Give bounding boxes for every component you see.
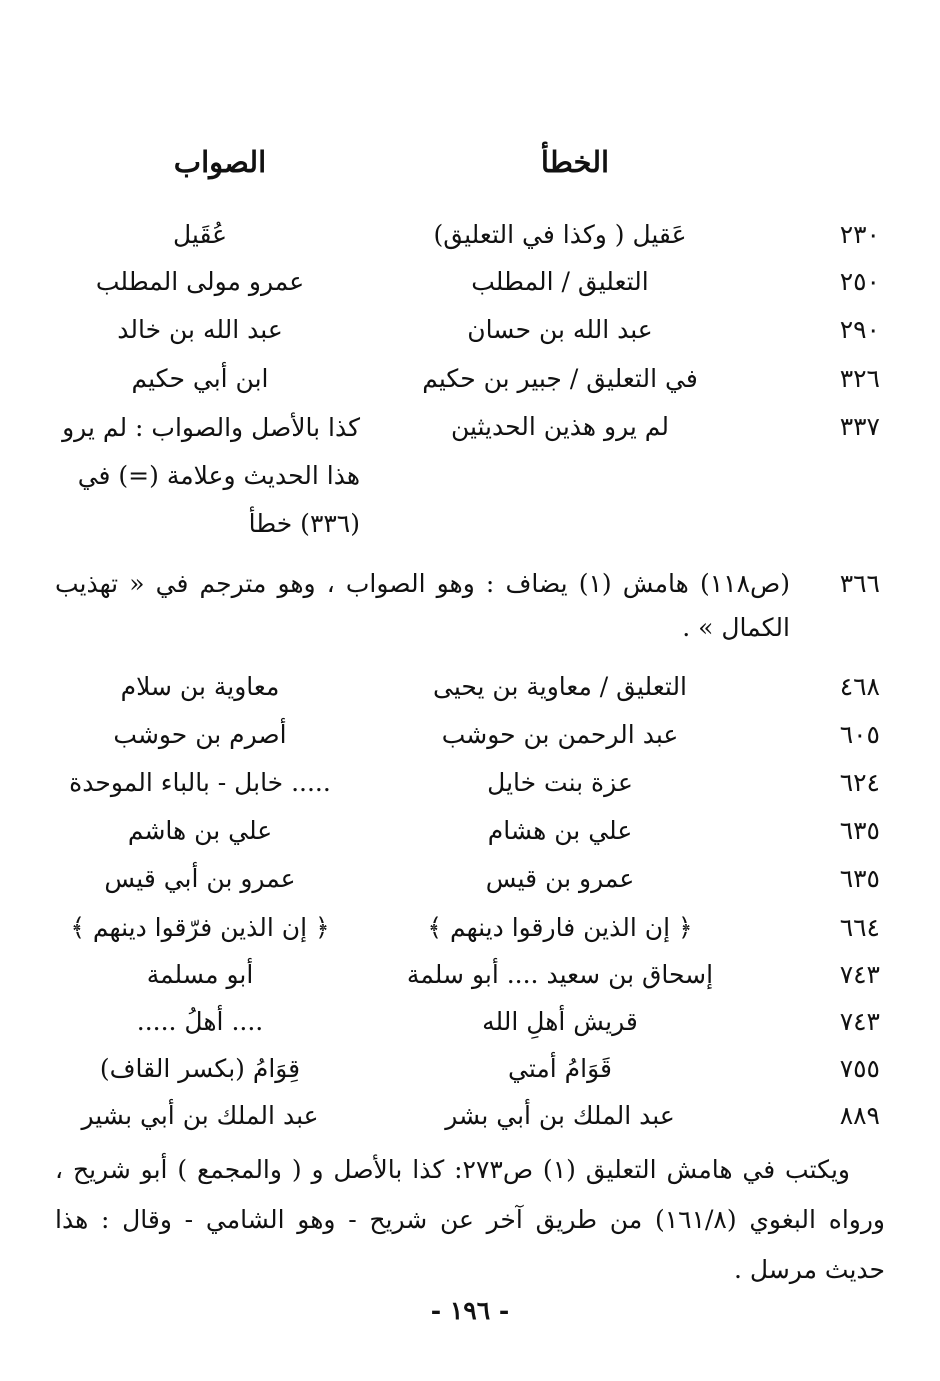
- page-ref: ٧٤٣: [839, 960, 880, 989]
- correct-text: ﴿ إن الذين فرّقوا دينهم ﴾: [70, 913, 330, 942]
- correct-text: معاوية بن سلام: [120, 672, 280, 701]
- header-wrong: الخطأ: [540, 145, 610, 179]
- correct-text: عبد الملك بن أبي بشير: [81, 1101, 319, 1130]
- errata-row: [0, 259, 940, 305]
- note-366-text: (ص١١٨) هامش (١) يضاف : وهو الصواب ، وهو مترجم في « تهذيب الكمال » .: [55, 569, 790, 642]
- page-number: - ١٩٦ -: [430, 1296, 510, 1325]
- wrong-text: التعليق / معاوية بن يحيى: [432, 672, 688, 701]
- page-ref: ٦٠٥: [839, 720, 880, 749]
- wrong-text: قريش أهلِ الله: [482, 1007, 638, 1036]
- correct-text: عبد الله بن خالد: [117, 315, 283, 344]
- wrong-text: في التعليق / جبير بن حكيم: [422, 364, 698, 393]
- wrong-text: عزة بنت خايل: [487, 768, 633, 797]
- correct-text: عمرو بن أبي قيس: [104, 864, 296, 893]
- final-note-paragraph: ويكتب في هامش التعليق (١) ص٢٧٣: كذا بالأصل و ( والمجمع ) أبو شريح ، ورواه البغوي (١٦١/٨) من طريق آخر عن شريح - وهو الشامي - وقال : هذا حديث مرسل .: [55, 1155, 885, 1284]
- errata-row: [0, 1093, 940, 1139]
- page-ref: ٣٦٦: [839, 569, 880, 598]
- page-ref: ٨٨٩: [839, 1101, 880, 1130]
- page-ref: ٦٣٥: [839, 816, 880, 845]
- errata-row: [0, 1046, 940, 1092]
- correct-text: عُقَيل: [172, 220, 228, 249]
- wrong-text: عبد الله بن حسان: [467, 315, 653, 344]
- page-ref: ٢٣٠: [839, 220, 880, 249]
- page-ref: ٧٤٣: [839, 1007, 880, 1036]
- page-ref: ٢٥٠: [839, 267, 880, 296]
- wrong-text: عبد الرحمن بن حوشب: [441, 720, 679, 749]
- wrong-text: إسحاق بن سعيد .... أبو سلمة: [406, 960, 714, 989]
- errata-row: [0, 808, 940, 854]
- page-ref: ٤٦٨: [839, 672, 880, 701]
- correct-text: قِوَامُ (بكسر القاف): [99, 1054, 301, 1083]
- wrong-text: عبد الملك بن أبي بشر: [445, 1101, 675, 1130]
- errata-row: [0, 905, 940, 951]
- header-correct: الصواب: [173, 145, 267, 179]
- correct-text: ابن أبي حكيم: [131, 364, 269, 393]
- errata-row: [0, 712, 940, 758]
- errata-row: [0, 856, 940, 902]
- wrong-text: عمرو بن قيس: [485, 864, 635, 893]
- correct-text-multiline: كذا بالأصل والصواب : لم يرو هذا الحديث وعلامة (=) في (٣٣٦) خطأ: [62, 413, 360, 538]
- errata-row: [0, 307, 940, 353]
- errata-row: [0, 356, 940, 402]
- correct-text: أبو مسلمة: [146, 960, 254, 989]
- errata-row: [0, 760, 940, 806]
- wrong-text: قَوَامُ أمتي: [508, 1054, 612, 1083]
- wrong-text: ﴿ إن الذين فارقوا دينهم ﴾: [427, 913, 693, 942]
- page-ref: ٢٩٠: [839, 315, 880, 344]
- correct-text: عمرو مولى المطلب: [95, 267, 305, 296]
- wrong-text: عَقيل ( وكذا في التعليق): [433, 220, 687, 249]
- correct-text: أصرم بن حوشب: [113, 720, 287, 749]
- errata-row: [0, 952, 940, 998]
- correct-text: .... أهلُ .....: [136, 1007, 264, 1036]
- page-ref: ٦٦٤: [839, 913, 880, 942]
- page-ref: ٣٣٧: [839, 412, 880, 441]
- page-ref: ٣٢٦: [839, 364, 880, 393]
- errata-row: [0, 999, 940, 1045]
- page-ref: ٧٥٥: [839, 1054, 880, 1083]
- page-ref: ٦٣٥: [839, 864, 880, 893]
- wrong-text: علي بن هشام: [487, 816, 633, 845]
- wrong-text: لم يرو هذين الحديثين: [450, 412, 670, 441]
- wrong-text: التعليق / المطلب: [471, 267, 649, 296]
- correct-text: ..... خابل - بالباء الموحدة: [69, 768, 331, 797]
- errata-row: [0, 664, 940, 710]
- errata-row: [0, 212, 940, 258]
- page-ref: ٦٢٤: [839, 768, 880, 797]
- correct-text: علي بن هاشم: [127, 816, 273, 845]
